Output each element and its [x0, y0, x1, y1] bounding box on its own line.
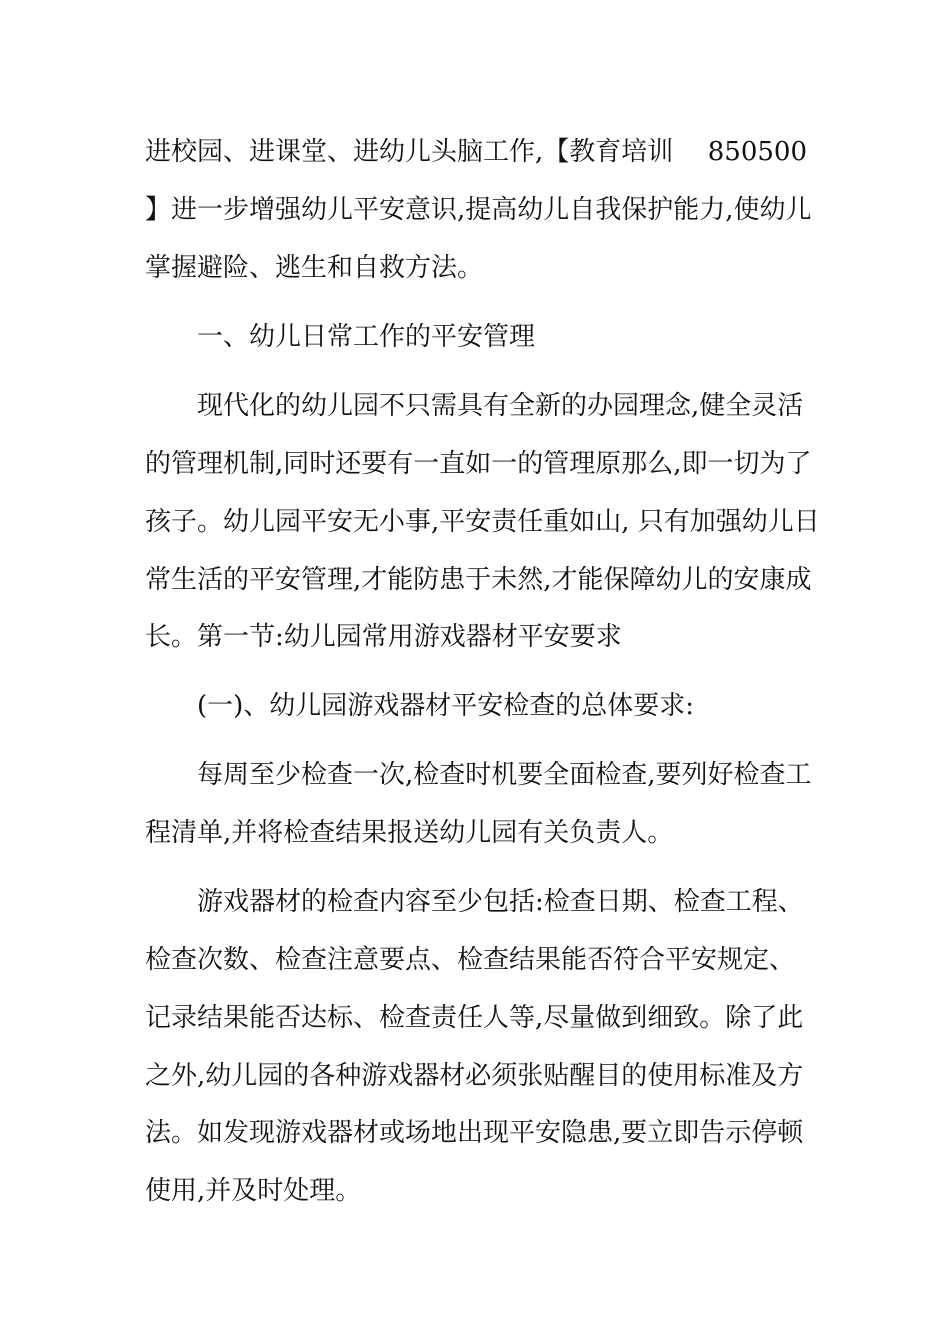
- text-line-17: 法。如发现游戏器材或场地出现平安隐患,要立即告示停顿: [145, 1118, 804, 1148]
- text-line-5: 现代化的幼儿园不只需具有全新的办园理念,健全灵活: [197, 391, 804, 421]
- text-line-16: 之外,幼儿园的各种游戏器材必须张贴醒目的使用标准及方: [145, 1061, 804, 1091]
- text-line-15: 记录结果能否达标、检查责任人等,尽量做到细致。除了此: [145, 1003, 804, 1033]
- text-line-3: 掌握避险、逃生和自救方法。: [145, 253, 484, 283]
- subsection-heading: (一)、幼儿园游戏器材平安检查的总体要求:: [197, 691, 695, 721]
- text-line-2: 】进一步增强幼儿平安意识,提高幼儿自我保护能力,使幼儿: [145, 195, 812, 225]
- text-line-8: 常生活的平安管理,才能防患于未然,才能保障幼儿的安康成: [145, 565, 812, 595]
- text-line-14: 检查次数、检查注意要点、检查结果能否符合平安规定、: [145, 945, 796, 975]
- text-line-12: 程清单,并将检查结果报送幼儿园有关负责人。: [145, 818, 674, 848]
- text-line-7: 孩子。幼儿园平安无小事,平安责任重如山, 只有加强幼儿日: [145, 507, 820, 537]
- text-line-18: 使用,并及时处理。: [145, 1176, 362, 1206]
- text-line-13: 游戏器材的检查内容至少包括:检查日期、检查工程、: [197, 887, 804, 917]
- text-line-1: [145, 135, 807, 169]
- text-line-1-part-b: 850500: [707, 137, 807, 167]
- text-line-1-part-a: 进校园、进课堂、进幼儿头脑工作,【教育培训: [145, 137, 674, 167]
- text-line-9: 长。第一节:幼儿园常用游戏器材平安要求: [145, 622, 622, 652]
- text-line-6: 的管理机制,同时还要有一直如一的管理原那么,即一切为了: [145, 449, 812, 479]
- text-line-11: 每周至少检查一次,检查时机要全面检查,要列好检查工: [197, 760, 812, 790]
- section-heading: 一、幼儿日常工作的平安管理: [197, 322, 536, 352]
